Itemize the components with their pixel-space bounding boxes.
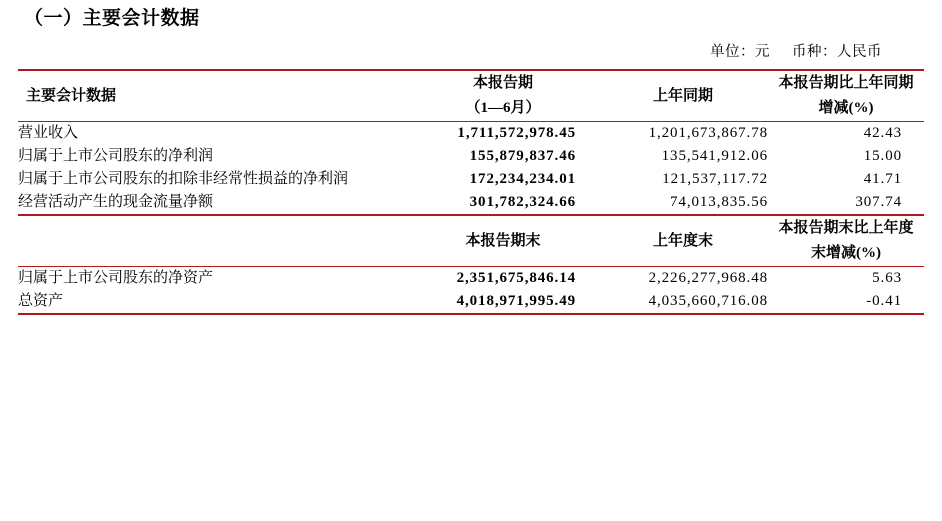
row-current-value: 4,018,971,995.49 bbox=[456, 293, 576, 309]
header-current-period bbox=[408, 71, 598, 122]
row-previous-value: 2,226,277,968.48 bbox=[648, 270, 768, 286]
row-label: 归属于上市公司股东的净资产 bbox=[18, 270, 214, 286]
row-change-value: 15.00 bbox=[863, 148, 902, 164]
header-label-end bbox=[18, 216, 408, 267]
header-label-main: 主要会计数据 bbox=[26, 87, 117, 104]
row-previous-value: 121,537,117.72 bbox=[662, 171, 768, 187]
row-label: 归属于上市公司股东的扣除非经常性损益的净利润 bbox=[18, 171, 349, 187]
row-previous-value: 4,035,660,716.08 bbox=[648, 293, 768, 309]
row-change-value: -0.41 bbox=[866, 293, 902, 309]
header-previous-period: 上年同期 bbox=[652, 87, 713, 104]
row-change-value: 42.43 bbox=[863, 125, 902, 141]
row-current-value: 155,879,837.46 bbox=[469, 148, 576, 164]
table-row bbox=[18, 290, 924, 314]
row-label: 归属于上市公司股东的净利润 bbox=[18, 148, 214, 164]
row-label: 营业收入 bbox=[18, 125, 79, 141]
unit-label: 单位：元 bbox=[710, 44, 770, 60]
unit-currency-note bbox=[18, 34, 924, 61]
table-row bbox=[18, 145, 924, 168]
row-label: 总资产 bbox=[18, 293, 64, 309]
header-current-endperiod: 本报告期末 bbox=[465, 232, 541, 249]
table-row bbox=[18, 122, 924, 145]
row-current-value: 301,782,324.66 bbox=[469, 194, 576, 210]
row-current-value: 2,351,675,846.14 bbox=[456, 270, 576, 286]
page-title: （一）主要会计数据 bbox=[24, 8, 200, 29]
row-current-value: 1,711,572,978.45 bbox=[457, 125, 576, 141]
header-change-period: 本报告期比上年同期增减(%) bbox=[778, 75, 914, 116]
table-header-endperiod bbox=[18, 216, 924, 267]
financial-data-table bbox=[18, 69, 924, 315]
row-change-value: 41.71 bbox=[863, 171, 902, 187]
row-label: 经营活动产生的现金流量净额 bbox=[18, 194, 214, 210]
row-previous-value: 135,541,912.06 bbox=[661, 148, 768, 164]
row-change-value: 307.74 bbox=[855, 194, 902, 210]
header-current-period-range: （1—6月） bbox=[465, 100, 541, 116]
table-row bbox=[18, 267, 924, 290]
table-header-period bbox=[18, 71, 924, 122]
header-current-period-title: 本报告期 bbox=[472, 75, 533, 91]
table-bottom-rule bbox=[18, 314, 924, 315]
row-change-value: 5.63 bbox=[872, 270, 902, 286]
table-row bbox=[18, 168, 924, 191]
table-row bbox=[18, 191, 924, 215]
header-change-endperiod: 本报告期末比上年度末增减(%) bbox=[778, 220, 914, 261]
row-previous-value: 74,013,835.56 bbox=[670, 194, 768, 210]
currency-label: 币种：人民币 bbox=[792, 44, 882, 60]
row-current-value: 172,234,234.01 bbox=[469, 171, 576, 187]
row-previous-value: 1,201,673,867.78 bbox=[648, 125, 768, 141]
header-previous-endperiod: 上年度末 bbox=[652, 232, 713, 249]
